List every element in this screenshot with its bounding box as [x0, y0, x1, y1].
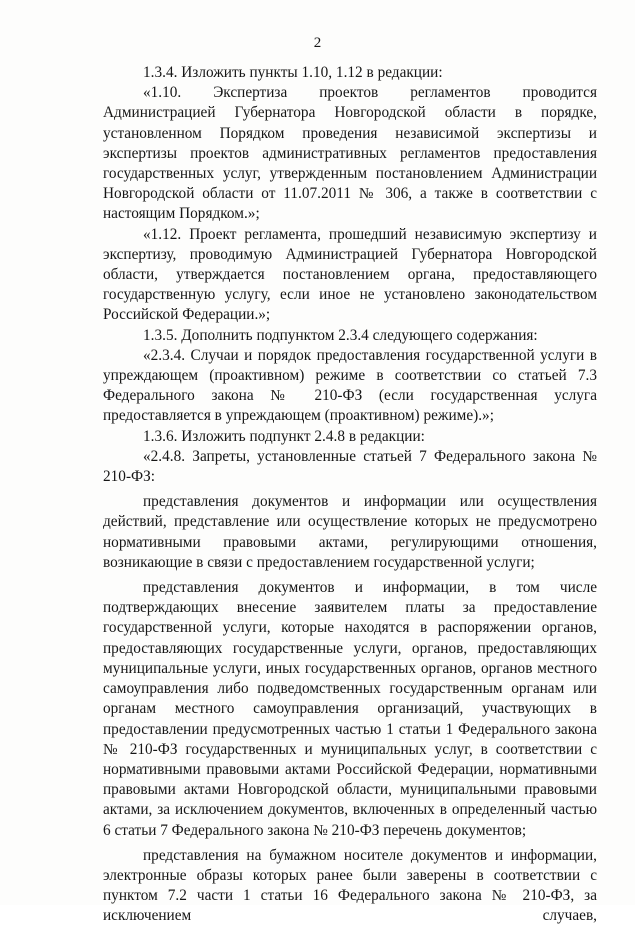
- paragraph-1-12-quote: «1.12. Проект регламента, прошедший независимую экспертизу и экспертизу, проводимую Администрацией Губернатора Новгородской области, утверждается постановлением органа, предоставляющего государственную услугу, если иное не установлено законодательством Российской Федерации.»;: [103, 225, 597, 324]
- paragraph-1-10-quote: «1.10. Экспертиза проектов регламентов проводится Администрацией Губернатора Новгородской области в порядке, установленном Порядком проведения независимой экспертизы и экспертизы проектов административных регламентов предоставления государственных услуг, утвержденным постановлением Администрации Новгородской области от 11.07.2011 № 306, а также в соответствии с настоящим Порядком.»;: [103, 84, 597, 223]
- paragraph-2-4-8-quote: «2.4.8. Запреты, установленные статьей 7 Федерального закона № 210-ФЗ:: [103, 447, 597, 486]
- paragraph-1-3-5: 1.3.5. Дополнить подпунктом 2.3.4 следующего содержания:: [143, 326, 538, 344]
- document-body: [103, 63, 597, 927]
- paragraph-prohibition-2: представления документов и информации, в том числе подтверждающих внесение заявителем платы за предоставление государственной услуги, которые находятся в распоряжении органов, предоставляющих государственные услуги, органов, предоставляющих муниципальные услуги, иных государственных органов, органов местного самоуправления либо подведомственных государственным органам или органам местного самоуправления организаций, участвующих в предоставлении предусмотренных частью 1 статьи 1 Федерального закона № 210-ФЗ государственных и муниципальных услуг, в соответствии с нормативными правовыми актами Российской Федерации, нормативными правовыми актами Новгородской области, муниципальными правовыми актами, за исключением документов, включенных в определенный частью 6 статьи 7 Федерального закона № 210-ФЗ перечень документов;: [103, 579, 597, 839]
- page-number: 2: [313, 35, 322, 51]
- paragraph-1-3-4: 1.3.4. Изложить пункты 1.10, 1.12 в редакции:: [143, 64, 443, 81]
- paragraph-2-3-4-quote: «2.3.4. Случаи и порядок предоставления государственной услуги в упреждающем (проактивном) режиме в соответствии со статьей 7.3 Федерального закона № 210-ФЗ (если государственная услуга предоставляется в упреждающем (проактивном) режиме).»;: [103, 346, 597, 425]
- paragraph-prohibition-3: представления на бумажном носителе документов и информации, электронные образы которых ранее были заверены в соответствии с пунктом 7.2 части 1 статьи 16 Федерального закона № 210-ФЗ, за исключением случаев,: [103, 846, 597, 925]
- paragraph-1-3-6: 1.3.6. Изложить подпункт 2.4.8 в редакции:: [143, 427, 425, 445]
- paragraph-prohibition-1: представления документов и информации или осуществления действий, представление или осуществление которых не предусмотрено нормативными правовыми актами, регулирующими отношения, возникающие в связи с предоставлением государственной услуги;: [103, 493, 597, 571]
